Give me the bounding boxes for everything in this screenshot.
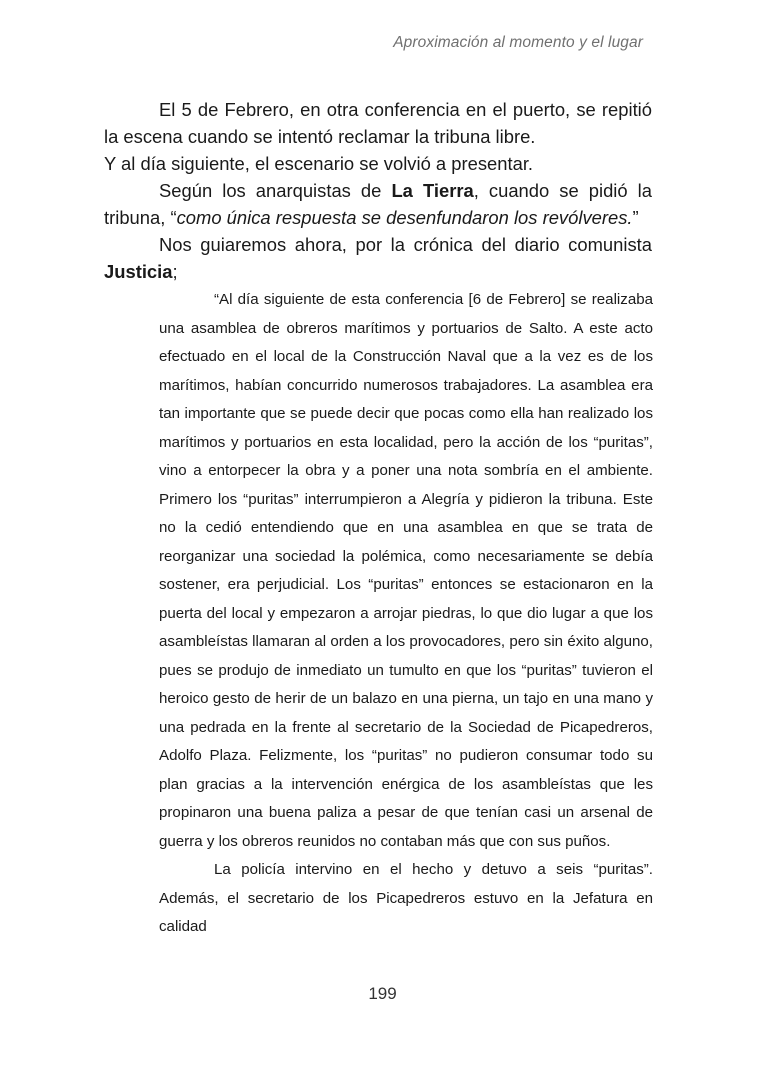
paragraph-3-text-mid: , cuando se pidió la tribuna, “ [104,180,652,228]
quote-paragraph-2: La policía intervino en el hecho y detuvo a seis “puritas”. Además, el secretario de los Picapedreros estuvo en la Jefatura en calidad [159,861,653,935]
newspaper-name-la-tierra: La Tierra [391,180,474,201]
paragraph-4 [104,231,652,285]
paragraph-3-text: Según los anarquistas de [159,180,392,201]
paragraph-4-end: ; [172,261,178,282]
quote-paragraph-1: “Al día siguiente de esta conferencia [6 de Febrero] se realizaba una asamblea de obreros marítimos y portuarios de Salto. A este acto efectuado en el local de la Construcción Naval que a la vez es de los marítimos, habían concurrido numerosos trabajadores. La asamblea era tan importante que se puede decir que pocas como ella han realizado los marítimos y portuarios en esta localidad, pero la acción de los “puritas”, vino a entorpecer la obra y a poner una nota sombría en el ambiente. Primero los “puritas” interrumpieron a Alegría y pidieron la tribuna. Este no la cedió entendiendo que en una asamblea en que se trata de reorganizar una sociedad la polémica, como necesariamente se debía sostener, era perjudicial. Los “puritas” entonces se estacionaron en la puerta del local y empezaron a arrojar piedras, lo que dio lugar a que los asambleístas llamaran al orden a los provocadores, pero sin éxito alguno, pues se produjo de inmediato un tumulto en que los “puritas” tuvieron el heroico gesto de herir de un balazo en una pierna, un tajo en una mano y una pedrada en la frente al secretario de la Sociedad de Picapedreros, Adolfo Plaza. Felizmente, los “puritas” no pudieron consumar todo su plan gracias a la intervención enérgica de los asambleístas que les propinaron una buena paliza a pesar de que tenían casi un arsenal de guerra y los obreros reunidos no contaban más que con sus puños. [159,291,653,850]
paragraph-4-text: Nos guiaremos ahora, por la crónica del diario comunista [159,234,652,255]
paragraph-3 [104,177,652,231]
paragraph-2: Y al día siguiente, el escenario se volvió a presentar. [104,153,534,174]
block-quote [159,286,653,942]
paragraph-1: El 5 de Febrero, en otra conferencia en el puerto, se repitió la escena cuando se intentó reclamar la tribuna libre. [104,99,652,147]
newspaper-name-justicia: Justicia [104,261,173,282]
closing-quote: ” [632,207,639,228]
running-header: Aproximación al momento y el lugar [393,34,643,51]
quoted-phrase: como única respuesta se desenfundaron los revólveres. [176,207,633,228]
main-text [104,96,652,285]
page-number: 199 [368,984,397,1003]
